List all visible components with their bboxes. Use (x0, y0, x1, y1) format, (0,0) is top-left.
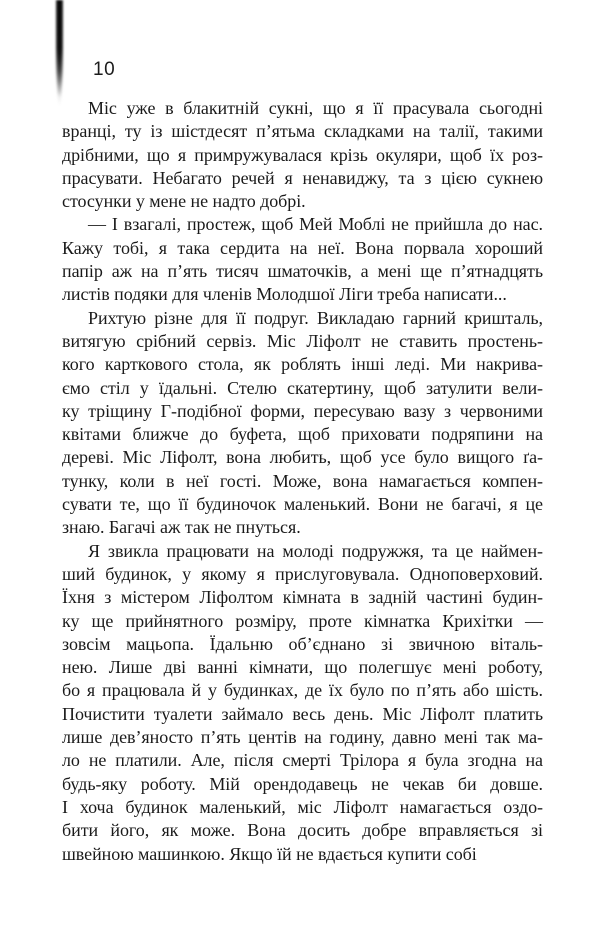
text-line: ло не платили. Але, після смерті Трілора я була згодна на (62, 750, 543, 771)
text-line: Міс уже в блакитній сукні, що я її прасувала сьогодні (88, 98, 543, 118)
page-text (62, 97, 543, 866)
text-line: лише дев’яносто п’ять центів на годину, давно мені так ма- (62, 727, 543, 748)
text-line: прасувати. Небагато речей я ненавиджу, та з цією сукнею (62, 167, 543, 188)
paragraph (62, 213, 543, 306)
paragraph (62, 97, 543, 213)
text-line: вранці, ту із шістдесят п’ятьма складками на талії, такими (62, 121, 543, 142)
text-line: тунку, коли в неї гості. Може, вона намагається компен- (62, 470, 543, 491)
text-line: знаю. Багачі аж так не пнуться. (62, 517, 301, 538)
text-line: Почистити туалети займало весь день. Міс Ліфолт платить (62, 703, 543, 724)
text-line: витягую срібний сервіз. Міс Ліфолт не ставить простень- (62, 330, 543, 351)
paragraph (62, 540, 543, 866)
text-line: будь-яку роботу. Мій орендодавець не чекав би довше. (62, 773, 543, 794)
text-line: листів подяки для членів Молодшої Ліги треба написати... (62, 284, 507, 305)
text-line: квітами ближче до буфета, щоб приховати подряпини на (62, 424, 543, 445)
text-line: І хоча будинок маленький, міс Ліфолт намагається оздо- (62, 796, 543, 817)
page-curl-shadow (56, 0, 63, 106)
text-line: Рихтую різне для її подруг. Викладаю гарний кришталь, (88, 307, 543, 328)
text-line: ший будинок, у якому я прислуговувала. Одноповерховий. (62, 563, 543, 584)
text-line: Я звикла працювати на молоді подружжя, та це наймен- (88, 540, 543, 561)
text-line: дрібними, що я примружувалася крізь окуляри, щоб їх роз- (62, 144, 543, 165)
text-line: Їхня з містером Ліфолтом кімната в задній частині будин- (62, 587, 543, 608)
paragraph (62, 307, 543, 540)
text-line: Кажу тобі, я така сердита на неї. Вона порвала хороший (62, 237, 543, 258)
text-line: ку тріщину Г-подібної форми, пересуваю вазу з червоними (62, 400, 543, 421)
text-line: сувати те, що її будиночок маленький. Вони не багачі, я це (62, 494, 543, 515)
text-line: ємо стіл у їдальні. Стелю скатертину, щоб затулити вели- (62, 377, 543, 398)
text-line: папір аж на п’ять тисяч шматочків, а мені ще п’ятнадцять (62, 261, 543, 282)
text-line: бити його, як може. Вона досить добре вправляється зі (62, 820, 543, 841)
text-line: ку ще прийнятного розміру, проте кімнатка Крихітки — (62, 610, 543, 631)
text-line: нею. Лише дві ванні кімнати, що полегшує мені роботу, (62, 657, 543, 678)
text-line: бо я працювала й у будинках, де їх було по п’ять або шість. (62, 680, 543, 701)
text-line: зовсім мацьопа. Їдальню об’єднано зі звичною віталь- (62, 633, 543, 654)
text-line: кого карткового стола, як роблять інші леді. Ми накрива- (62, 354, 543, 375)
page-number: 10 (93, 59, 116, 80)
text-line: — І взагалі, простеж, щоб Мей Моблі не прийшла до нас. (88, 214, 543, 235)
text-line: швейною машинкою. Якщо їй не вдається купити собі (62, 843, 477, 864)
text-line: стосунки у мене не надто добрі. (62, 191, 306, 212)
text-line: дереві. Міс Ліфолт, вона любить, щоб усе було вищого ґа- (62, 447, 543, 468)
